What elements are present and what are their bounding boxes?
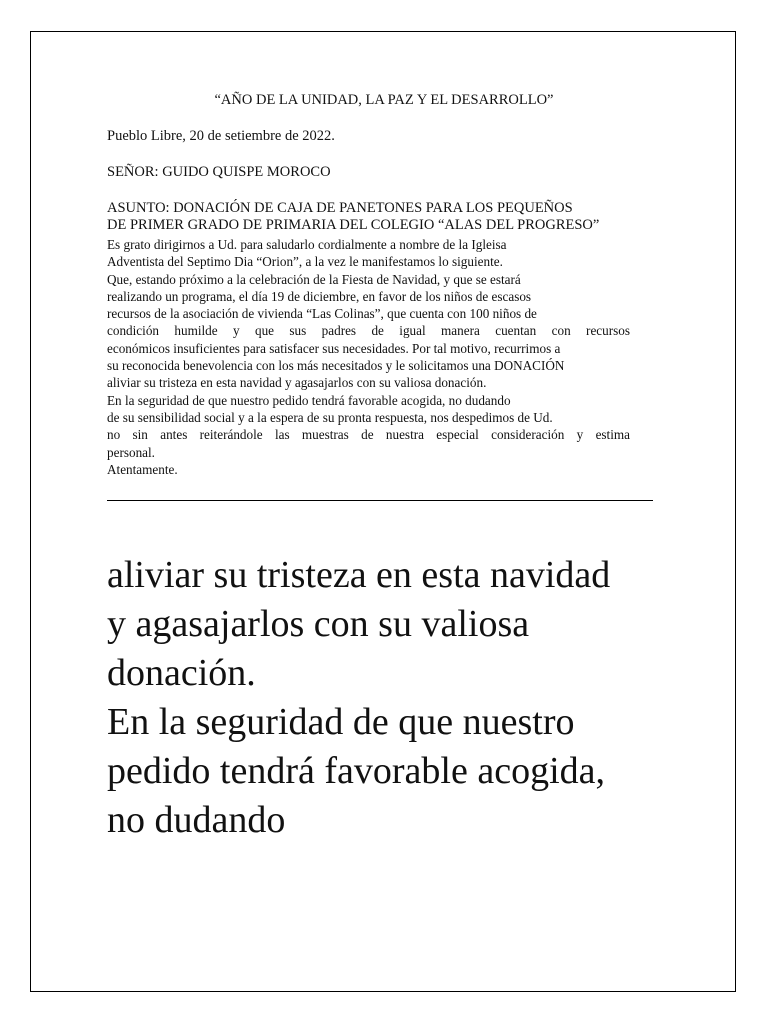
subject — [107, 200, 599, 234]
body-line: Es grato dirigirnos a Ud. para saludarlo cordialmente a nombre de la Igleisa — [107, 237, 507, 252]
body-line: su reconocida benevolencia con los más necesitados y le solicitamos una DONACIÓN — [107, 358, 565, 374]
zoomed-line: aliviar su tristeza en esta navidad — [107, 554, 611, 596]
letter-body — [107, 236, 630, 478]
addressee: SEÑOR: GUIDO QUISPE MOROCO — [107, 164, 331, 180]
body-line: En la seguridad de que nuestro pedido tendrá favorable acogida, no dudando — [107, 392, 511, 408]
body-line: de su sensibilidad social y a la espera de su pronta respuesta, nos despedimos de Ud. — [107, 409, 553, 425]
signature-line — [107, 500, 653, 501]
subject-line: DE PRIMER GRADO DE PRIMARIA DEL COLEGIO “ALAS DEL PROGRESO” — [107, 217, 600, 233]
subject-line: ASUNTO: DONACIÓN DE CAJA DE PANETONES PARA LOS PEQUEÑOS — [107, 200, 573, 216]
zoomed-line: y agasajarlos con su valiosa — [107, 603, 530, 645]
document-header: “AÑO DE LA UNIDAD, LA PAZ Y EL DESARROLLO” — [214, 92, 554, 108]
body-line: realizando un programa, el día 19 de diciembre, en favor de los niños de escasos — [107, 288, 532, 304]
body-line: recursos de la asociación de vivienda “Las Colinas”, que cuenta con 100 niños de — [107, 306, 537, 322]
body-line: Que, estando próximo a la celebración de la Fiesta de Navidad, y que se estará — [107, 271, 521, 287]
body-line: aliviar su tristeza en esta navidad y agasajarlos con su valiosa donación. — [107, 375, 487, 391]
zoomed-line: donación. — [107, 652, 256, 694]
zoomed-line: pedido tendrá favorable acogida, — [107, 750, 605, 792]
closing: Atentamente. — [107, 461, 178, 477]
body-line: condición humilde y que sus padres de igual manera cuentan con recursos — [107, 323, 630, 339]
body-line: económicos insuficientes para satisfacer sus necesidades. Por tal motivo, recurrimos a — [107, 340, 561, 356]
body-line: no sin antes reiterándole las muestras de nuestra especial consideración y estima — [107, 427, 630, 443]
zoomed-line: En la seguridad de que nuestro — [107, 701, 575, 743]
zoomed-line: no dudando — [107, 799, 286, 841]
place-date: Pueblo Libre, 20 de setiembre de 2022. — [107, 128, 335, 144]
zoomed-excerpt — [107, 551, 707, 845]
body-line: personal. — [107, 444, 155, 460]
body-line: Adventista del Septimo Dia “Orion”, a la vez le manifestamos lo siguiente. — [107, 254, 503, 270]
